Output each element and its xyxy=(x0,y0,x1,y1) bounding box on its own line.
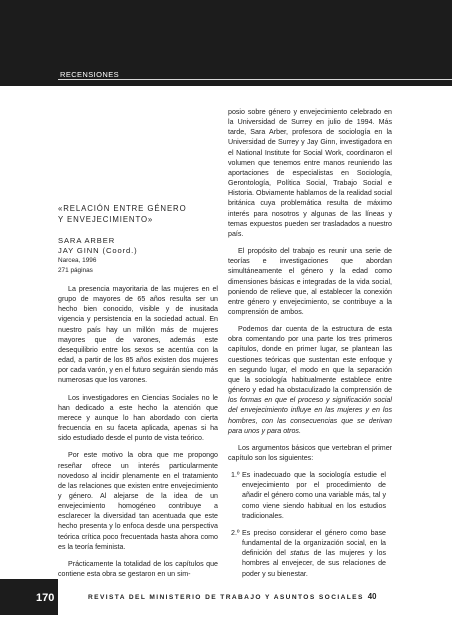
paragraph-text: Podemos dar cuenta de la estructura de esta obra comentando por una parte los tres primeros capítulos, donde en primer lugar, se plantean las cuestiones teóricas que sustentan este enfoque y en segundo lugar, el modo en que la separación que la sociología habitualmente establece entre género y edad ha obstaculizado la comprensión de xyxy=(228,325,392,395)
list-text: Es inadecuado que la sociología estudie el envejecimiento por el procedimiento de añadir el género como una variable más, tal y como viene siendo habitual en los estudios tradicionales. xyxy=(242,471,386,520)
body-paragraph: El propósito del trabajo es reunir una serie de teorías e investigaciones que abordan simultáneamente el género y la edad como dimensiones básicas e integradas de la vida social, poniendo de relieve que, al establecer la conexión entre género y envejecimiento, se contribuye a la comprensión de ambos. xyxy=(228,247,392,316)
list-text: Es preciso considerar el género como base fundamental de la organización social, en la definición del xyxy=(242,528,386,558)
list-item xyxy=(228,528,392,579)
italic-word: status xyxy=(290,549,310,558)
review-authors xyxy=(58,236,218,256)
arguments-list xyxy=(228,470,392,579)
journal-name: REVISTA DEL MINISTERIO DE TRABAJO Y ASUNTOS SOCIALES xyxy=(88,594,364,601)
section-label: RECENSIONES xyxy=(60,70,119,79)
body-paragraph: La presencia mayoritaria de las mujeres en el grupo de mayores de 65 años resulta ser un hecho bien conocido, visible y de inusitada vigencia y persistencia en la sociedad actual. En nuestro país hay un millón más de mujeres mayores que de varones, además este desequilibrio entre los sexos se acentúa con la edad, a partir de los 85 años existen dos mujeres por cada varón, y en el futuro seguirán siendo más numerosas que los varones. xyxy=(58,285,218,385)
journal-issue: 40 xyxy=(367,592,377,601)
page-count: 271 páginas xyxy=(58,267,93,274)
review-title xyxy=(58,203,218,225)
header-rule xyxy=(58,79,452,80)
body-paragraph: posio sobre género y envejecimiento celebrado en la Universidad de Surrey en julio de 1994. Más tarde, Sara Arber, profesora de sociología en la Universidad de Surrey y Jay Ginn, investigadora en el National Institute for Social Work, coordinaron el volumen que tenemos entre manos reuniendo las aportaciones de especialistas en Sociología, Gerontología, Política Social, Trabajo Social e Historia. Obviamente hablamos de la realidad social británica cuya problemática resulta de máximo interés para nosotros y algunas de las líneas y temas expuestos pueden ser trasladados a nuestro país. xyxy=(228,108,392,238)
review-title-line: «RELACIÓN ENTRE GÉNERO xyxy=(58,204,187,213)
list-number: 1.º xyxy=(231,471,240,480)
page-number: 170 xyxy=(36,592,55,604)
body-paragraph: Prácticamente la totalidad de los capítulos que contiene esta obra se gestaron en un sim- xyxy=(58,559,218,579)
author-name: SARA ARBER xyxy=(58,236,116,245)
author-name: JAY GINN (Coord.) xyxy=(58,246,138,255)
publisher-info: Narcea, 1996 xyxy=(58,257,97,264)
list-text: de las mujeres y los hombres al envejecer, de sus relaciones de poder y su bienestar. xyxy=(242,549,386,578)
italic-phrase: los formas en que el proceso y significación social del envejecimiento influye en las mujeres y en los hombres, con las consecuencias que se derivan para unos y para otros. xyxy=(228,396,392,435)
right-column xyxy=(228,107,392,579)
left-column xyxy=(58,203,218,579)
body-paragraph xyxy=(228,324,392,436)
list-number: 2.º xyxy=(231,528,240,537)
journal-footer xyxy=(88,592,376,601)
review-title-line: Y ENVEJECIMIENTO» xyxy=(58,215,154,224)
list-item xyxy=(228,470,392,521)
body-paragraph: Los argumentos básicos que vertebran el primer capítulo son los siguientes: xyxy=(228,443,392,462)
body-paragraph: Los investigadores en Ciencias Sociales no le han dedicado a este hecho la atención que merece y aunque lo han abordado con cierta frecuencia en su faceta aplicada, apenas si ha sido estudiado desde el punto de vista teórico. xyxy=(58,393,218,443)
body-paragraph: Por este motivo la obra que me propongo reseñar ofrece un interés particularmente novedoso al incidir plenamente en el tratamiento de las relaciones que existen entre envejecimiento y género. Al alejarse de la idea de un envejecimiento homogéneo contribuye a esclarecer la diversidad tan acentuada que este hecho presenta y lo enfoca desde una perspectiva teórica crítica poco frecuentada hasta ahora como es la teoría feminista. xyxy=(58,451,218,551)
